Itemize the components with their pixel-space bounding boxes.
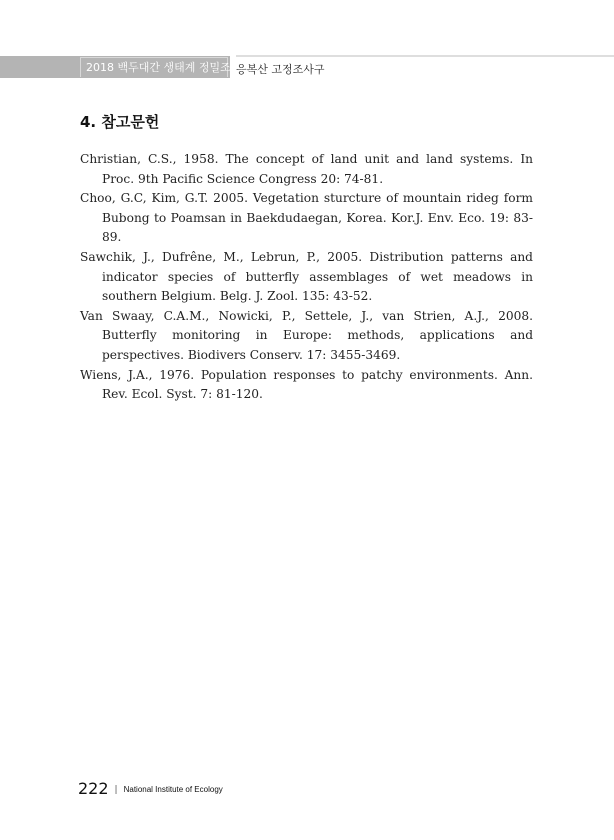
reference-item: Choo, G.C, Kim, G.T. 2005. Vegetation sturcture of mountain rideg form Bubong to Poamsan in Baekdudaegan, Korea. Kor.J. Env. Eco. 19: 83-89. — [80, 191, 533, 245]
reference-item: Wiens, J.A., 1976. Population responses to patchy environments. Ann. Rev. Ecol. Syst. 7: 81-120. — [80, 367, 533, 402]
section-title: 4. 참고문헌 — [80, 113, 160, 131]
footer-separator: | — [114, 785, 118, 795]
header-divider — [236, 55, 614, 57]
institution-name: National Institute of Ecology — [123, 785, 223, 794]
reference-list — [80, 150, 533, 405]
page-number: 222 — [78, 779, 109, 798]
reference-item: Van Swaay, C.A.M., Nowicki, P., Settele, J., van Strien, A.J., 2008. Butterfly monitoring in Europe: methods, applications and perspectives. Biodivers Conserv. 17: 3455-3469. — [80, 308, 533, 362]
reference-item: Christian, C.S., 1958. The concept of land unit and land systems. In Proc. 9th Pacific Science Congress 20: 74-81. — [80, 152, 533, 186]
page-footer — [78, 779, 223, 798]
reference-item: Sawchik, J., Dufrêne, M., Lebrun, P., 2005. Distribution patterns and indicator species of butterfly assemblages of wet meadows in southern Belgium. Belg. J. Zool. 135: 43-52. — [80, 249, 533, 304]
report-title: 2018 백두대간 생태계 정밀조사 — [80, 57, 228, 77]
site-name: 응복산 고정조사구 — [236, 63, 325, 76]
